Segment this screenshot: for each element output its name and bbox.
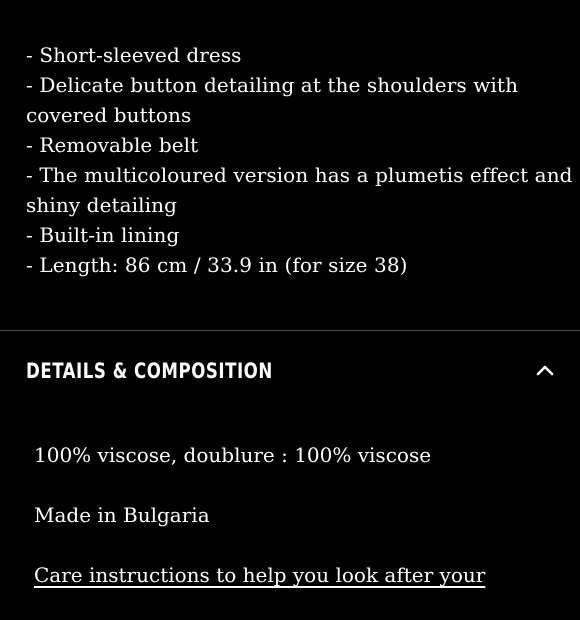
details-composition-title: DETAILS & COMPOSITION (26, 359, 273, 383)
description-line: - Length: 86 cm / 33.9 in (for size 38) (26, 253, 408, 277)
description-line: - The multicoloured version has a plumetis effect and (26, 163, 573, 187)
description-line: - Built-in lining (26, 223, 180, 247)
product-description (26, 40, 573, 280)
chevron-up-icon (534, 359, 556, 381)
care-instructions-link[interactable]: Care instructions to help you look after your (34, 563, 486, 587)
details-composition-content (34, 440, 574, 620)
description-line: shiny detailing (26, 193, 178, 217)
description-line: - Short-sleeved dress (26, 43, 242, 67)
description-line: - Removable belt (26, 133, 199, 157)
details-composition-accordion-toggle[interactable] (0, 331, 580, 411)
composition-text: 100% viscose, doublure : 100% viscose (34, 443, 432, 467)
description-line: - Delicate button detailing at the shoulders with (26, 73, 519, 97)
description-line: covered buttons (26, 103, 192, 127)
origin-text: Made in Bulgaria (34, 503, 210, 527)
